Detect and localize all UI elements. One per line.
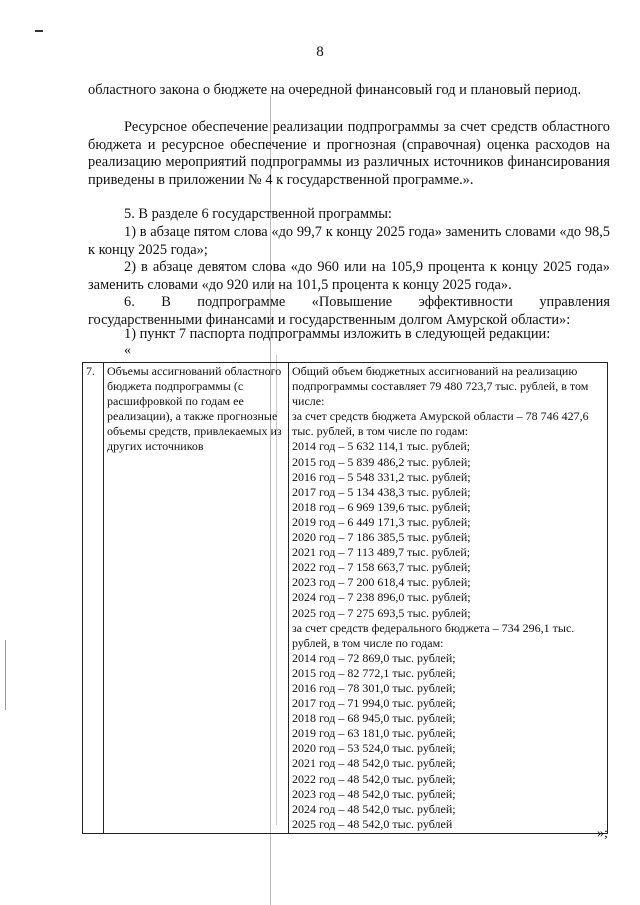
content-line: 2014 год – 72 869,0 тыс. рублей; — [292, 650, 456, 665]
content-line: 2015 год – 82 772,1 тыс. рублей; — [292, 665, 456, 680]
paragraph: 6. В подпрограмме «Повышение эффективности управления государственными финансами и государственным долгом Амурской области»: — [88, 294, 610, 328]
content-line: 2019 год – 6 449 171,3 тыс. рублей; — [292, 514, 471, 529]
row-content-cell — [289, 363, 608, 834]
content-line: 2023 год – 7 200 618,4 тыс. рублей; — [292, 575, 471, 590]
content-line: 2016 год – 78 301,0 тыс. рублей; — [292, 680, 456, 695]
content-line: 2022 год – 48 542,0 тыс. рублей; — [292, 771, 456, 786]
content-line: 2015 год – 5 839 486,2 тыс. рублей; — [292, 454, 471, 469]
paragraph: 5. В разделе 6 государственной программы: — [124, 206, 392, 222]
row-number-cell: 7. — [83, 363, 104, 834]
margin-tick — [5, 640, 6, 710]
content-line: 2014 год – 5 632 114,1 тыс. рублей; — [292, 439, 471, 454]
content-line: 2022 год – 7 158 663,7 тыс. рублей; — [292, 560, 471, 575]
punch-mark — [35, 30, 43, 32]
paragraph: 1) в абзаце пятом слова «до 99,7 к концу 2025 года» заменить словами «до 98,5 к концу 2025 года»; — [88, 224, 610, 258]
paragraph: 1) пункт 7 паспорта подпрограммы изложить в следующей редакции: — [124, 326, 551, 342]
content-line: 2019 год – 63 181,0 тыс. рублей; — [292, 726, 456, 741]
content-line: 2018 год – 68 945,0 тыс. рублей; — [292, 711, 456, 726]
content-line: 2017 год – 5 134 438,3 тыс. рублей; — [292, 484, 471, 499]
paragraph: Ресурсное обеспечение реализации подпрограммы за счет средств областного бюджета и ресурсное обеспечение и прогнозная (справочная) оценка расходов на реализацию мероприятий подпрограммы из различных источников финансирования приведены в приложении № 4 к государственной программе.». — [88, 119, 610, 188]
passport-table — [82, 362, 608, 834]
content-line: 2021 год – 7 113 489,7 тыс. рублей; — [292, 545, 471, 560]
row-name-cell: Объемы ассигнований областного бюджета подпрограммы (с расшифровкой по годам ее реализации), а также прогнозные объемы средств, привлекаемых из других источников — [104, 363, 289, 834]
open-quote: « — [124, 343, 131, 358]
content-line: 2020 год – 53 524,0 тыс. рублей; — [292, 741, 456, 756]
content-line: 2016 год – 5 548 331,2 тыс. рублей; — [292, 469, 471, 484]
close-quote: »; — [597, 826, 608, 841]
content-line: 2024 год – 48 542,0 тыс. рублей; — [292, 801, 456, 816]
content-line: 2023 год – 48 542,0 тыс. рублей; — [292, 786, 456, 801]
content-line: за счет средств бюджета Амурской области – 78 746 427,6 тыс. рублей, в том числе по годам: — [292, 409, 589, 439]
content-line: 2024 год – 7 238 896,0 тыс. рублей; — [292, 590, 471, 605]
page-number: 8 — [316, 44, 324, 60]
content-line: за счет средств федерального бюджета – 734 296,1 тыс. рублей, в том числе по годам: — [292, 620, 575, 650]
table-row — [83, 363, 608, 834]
paragraph: областного закона о бюджете на очередной финансовый год и плановый период. — [88, 82, 582, 98]
content-line: 2025 год – 7 275 693,5 тыс. рублей; — [292, 605, 471, 620]
content-line: 2025 год – 48 542,0 тыс. рублей — [292, 816, 453, 831]
content-line: 2018 год – 6 969 139,6 тыс. рублей; — [292, 499, 471, 514]
content-line: 2020 год – 7 186 385,5 тыс. рублей; — [292, 530, 471, 545]
content-line: 2021 год – 48 542,0 тыс. рублей; — [292, 756, 456, 771]
paragraph: 2) в абзаце девятом слова «до 960 или на 105,9 процента к концу 2025 года» заменить словами «до 920 или на 101,5 процента к концу 2025 года». — [88, 259, 610, 293]
content-line: 2017 год – 71 994,0 тыс. рублей; — [292, 696, 456, 711]
content-line: Общий объем бюджетных ассигнований на реализацию подпрограммы составляет 79 480 723,7 тыс. рублей, в том числе: — [292, 364, 589, 409]
